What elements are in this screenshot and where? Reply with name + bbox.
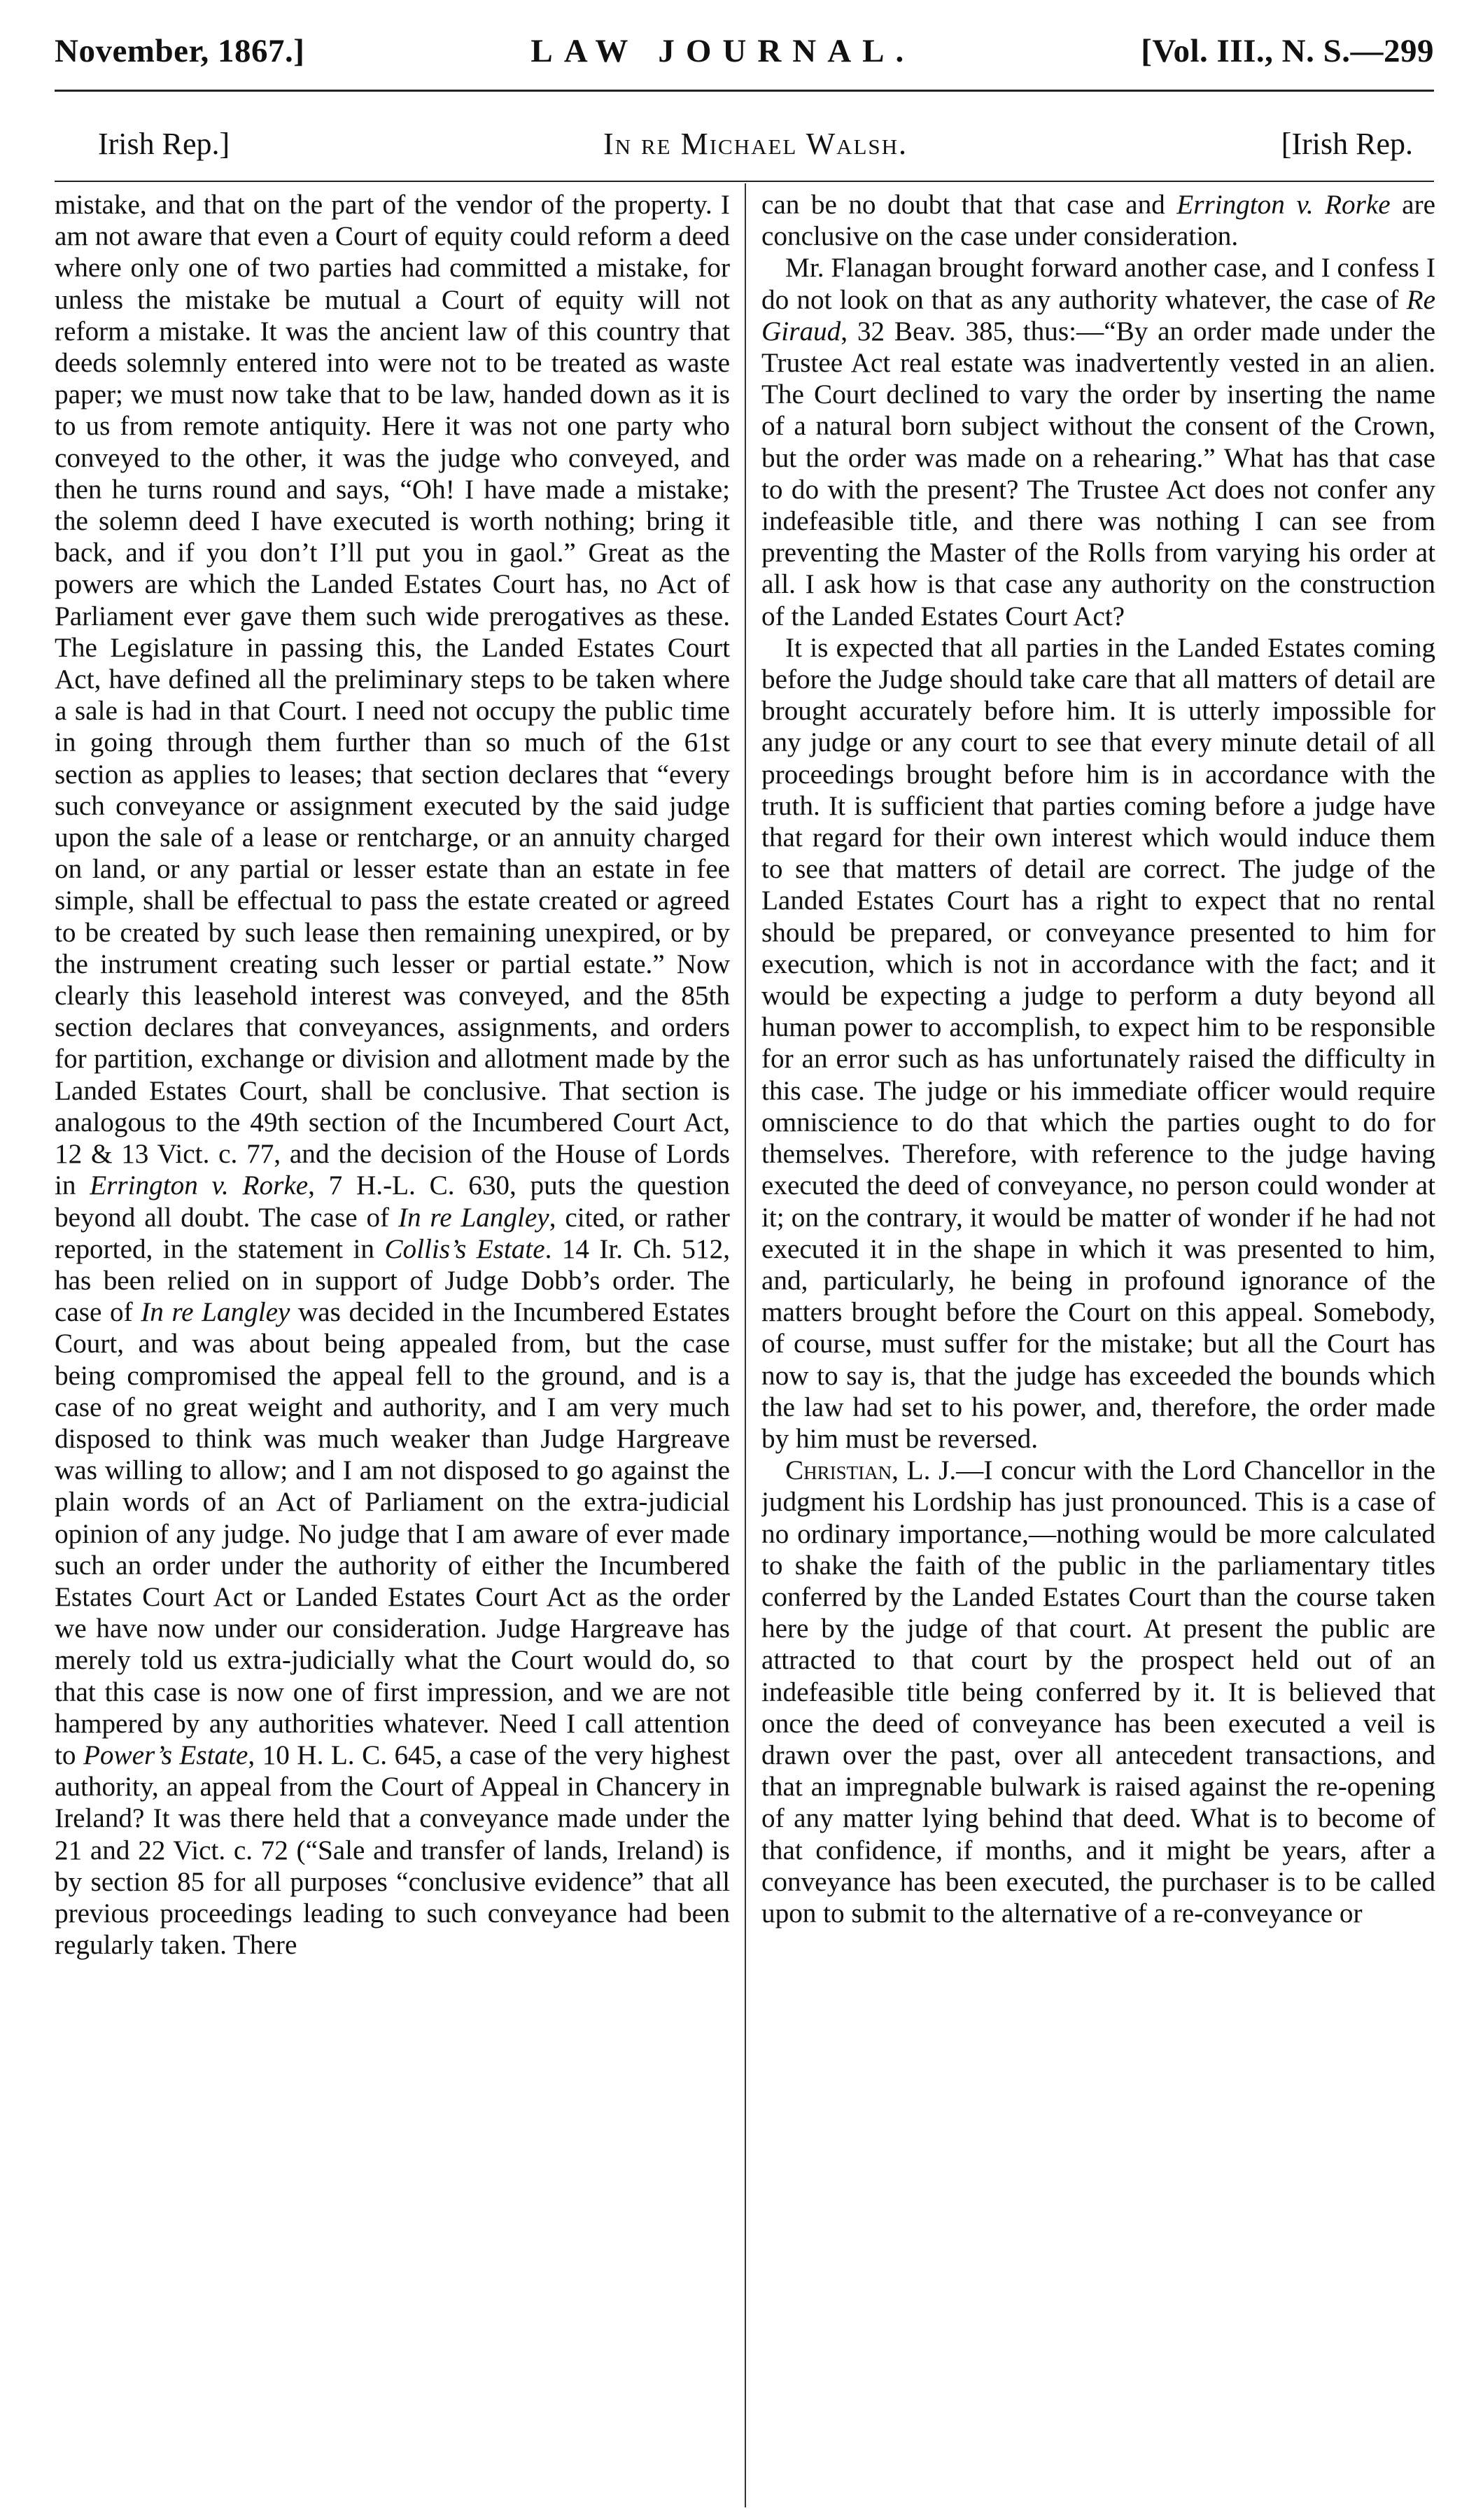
- text-run: , 10 H. L. C. 645, a case of the very highest authority, an appeal from the Court of Appeal in Chancery in Ireland? It was there held that a conveyance made under the 21 and 22 Vict. c. 72 (“Sale and transfer of lands, Ireland) is by section 85 for all purposes “conclusive evidence” that all previous proceedings leading to such conveyance had been regularly taken. There: [55, 1740, 730, 1961]
- right-paragraph-1: [761, 189, 1435, 252]
- report-series-right: [Irish Rep.: [1281, 127, 1413, 161]
- left-paragraph: [55, 189, 730, 1961]
- subheader-rule: [55, 181, 1434, 182]
- right-paragraph-3: It is expected that all parties in the Landed Estates coming before the Judge should take care that all matters of detail are brought accurately before him. It is utterly impossible for any judge or any court to see that every minute detail of all proceedings brought before him is in accordance with the truth. It is sufficient that parties coming before a judge have that regard for their own interest which would induce them to see that matters of detail are correct. The judge of the Landed Estates Court has a right to expect that no rental should be prepared, or conveyance presented to him for execution, which is not in accordance with the fact; and it would be expecting a judge to perform a duty beyond all human power to accomplish, to expect him to be responsible for an error such as has unfortunately raised the difficulty in this case. The judge or his immediate officer would require omniscience to do that which the parties ought to do for themselves. Therefore, with reference to the judge having executed the deed of conveyance, no person could wonder at it; on the contrary, it would be matter of wonder if he had not executed it in the shape in which it was presented to him, and, particularly, he being in profound ignorance of the matters brought before the Court on this appeal. Somebody, of course, must suffer for the mistake; but all the Court has now to say is, that the judge has exceeded the bounds which the law had set to his power, and, therefore, the order made by him must be reversed.: [761, 632, 1435, 1454]
- case-citation: Collis’s Estate: [384, 1233, 545, 1264]
- volume-page: [Vol. III., N. S.—299: [1141, 33, 1434, 69]
- journal-title: LAW JOURNAL.: [530, 33, 915, 69]
- judge-name: Christian, L. J.: [785, 1455, 957, 1486]
- text-run: mistake, and that on the part of the vendor of the property. I am not aware that even a Court of equity could reform a deed where only one of two parties had committed a mistake, for unless the mistake be mutual a Court of equity will not reform a mistake. It was the ancient law of this country that deeds solemnly entered into were not to be treated as waste paper; we must now take that to be law, handed down as it is to us from remote antiquity. Here it was not one party who conveyed to the other, it was the judge who conveyed, and then he turns round and says, “Oh! I have made a mistake; the solemn deed I have executed is worth nothing; bring it back, and if you don’t I’ll put you in gaol.” Great as the powers are which the Landed Estates Court has, no Act of Parliament ever gave them such wide prerogatives as these. The Legislature in passing this, the Landed Estates Court Act, have defined all the preliminary steps to be taken where a sale is had in that Court. I need not occupy the public time in going through them further than so much of the 61st section as applies to leases; that section declares that “every such conveyance or assignment executed by the said judge upon the sale of a lease or rentcharge, or an annuity charged on land, or any partial or lesser estate than an estate in fee simple, shall be effectual to pass the estate created or agreed to be created by such lease then remaining unexpired, or by the instrument creating such lesser or partial estate.” Now clearly this leasehold interest was conveyed, and the 85th section declares that conveyances, assignments, and orders for partition, exchange or division and allotment made by the Landed Estates Court, shall be conclusive. That section is analogous to the 49th section of the Incumbered Court Act, 12 & 13 Vict. c. 77, and the decision of the House of Lords in: [55, 190, 730, 1201]
- right-paragraph-4: [761, 1455, 1435, 1929]
- column-divider: [745, 183, 746, 2507]
- case-citation: Re Giraud: [761, 284, 1435, 346]
- text-run: are conclusive on the case under consideration.: [761, 190, 1435, 252]
- right-paragraph-2: [761, 252, 1435, 631]
- text-run: —I concur with the Lord Chancellor in the judgment his Lordship has just pronounced. This is a case of no ordinary importance,—nothing would be more calculated to shake the faith of the public in the parliamentary titles conferred by the Landed Estates Court than the course taken here by the judge of that court. At present the public are attracted to that court by the prospect held out of an indefeasible title being conferred by it. It is believed that once the deed of conveyance has been executed a veil is drawn over the past, over all antecedent transactions, and that an impregnable bulwark is raised against the re-opening of any matter lying behind that deed. What is to become of that confidence, if months, and it might be years, after a conveyance has been executed, the purchaser is to be called upon to submit to the alternative of a re-conveyance or: [761, 1455, 1435, 1928]
- case-title: In re Michael Walsh.: [603, 127, 908, 161]
- text-run: was decided in the Incumbered Estates Court, and was about being appealed from, but the case being compromised the appeal fell to the ground, and is a case of no great weight and authority, and I am very much disposed to think was much weaker than Judge Hargreave was willing to allow; and I am not disposed to go against the plain words of an Act of Parliament on the extra-judicial opinion of any judge. No judge that I am aware of ever made such an order under the authority of either the Incumbered Estates Court Act or Landed Estates Court Act as the order we have now under our consideration. Judge Hargreave has merely told us extra-judicially what the Court would do, so that this case is now one of first impression, and we are not hampered by any authorities whatever. Need I call attention to: [55, 1297, 730, 1770]
- case-citation: In re Langley: [398, 1202, 549, 1233]
- text-run: . 14 Ir. Ch. 512, has been relied on in support of Judge Dobb’s order. The case of: [55, 1233, 730, 1328]
- right-column: [761, 189, 1435, 2510]
- case-citation: Errington v. Rorke: [1176, 190, 1391, 220]
- text-run: Mr. Flanagan brought forward another case, and I confess I do not look on that as any authority whatever, the case of: [761, 253, 1435, 315]
- text-run: , 32 Beav. 385, thus:—“By an order made under the Trustee Act real estate was inadvertently vested in an alien. The Court declined to vary the order by inserting the name of a natural born subject without the consent of the Crown, but the order was made on a rehearing.” What has that case to do with the present? The Trustee Act does not confer any indefeasible title, and there was nothing I can see from preventing the Master of the Rolls from varying his order at all. I ask how is that case any authority on the construction of the Landed Estates Court Act?: [761, 316, 1435, 631]
- report-series-left: Irish Rep.]: [98, 127, 230, 161]
- left-column: [55, 189, 730, 2510]
- text-run: , 7 H.-L. C. 630, puts the question beyond all doubt. The case of: [55, 1170, 730, 1233]
- case-citation: Power’s Estate: [83, 1740, 248, 1770]
- case-citation: In re Langley: [141, 1297, 290, 1328]
- text-run: can be no doubt that that case and: [761, 190, 1177, 220]
- header-rule: [55, 90, 1434, 92]
- case-subheader: [98, 126, 1413, 162]
- text-run: , cited, or rather reported, in the statement in: [55, 1202, 730, 1264]
- issue-date: November, 1867.]: [55, 33, 305, 69]
- running-head: [55, 32, 1434, 77]
- case-citation: Errington v. Rorke: [90, 1170, 309, 1201]
